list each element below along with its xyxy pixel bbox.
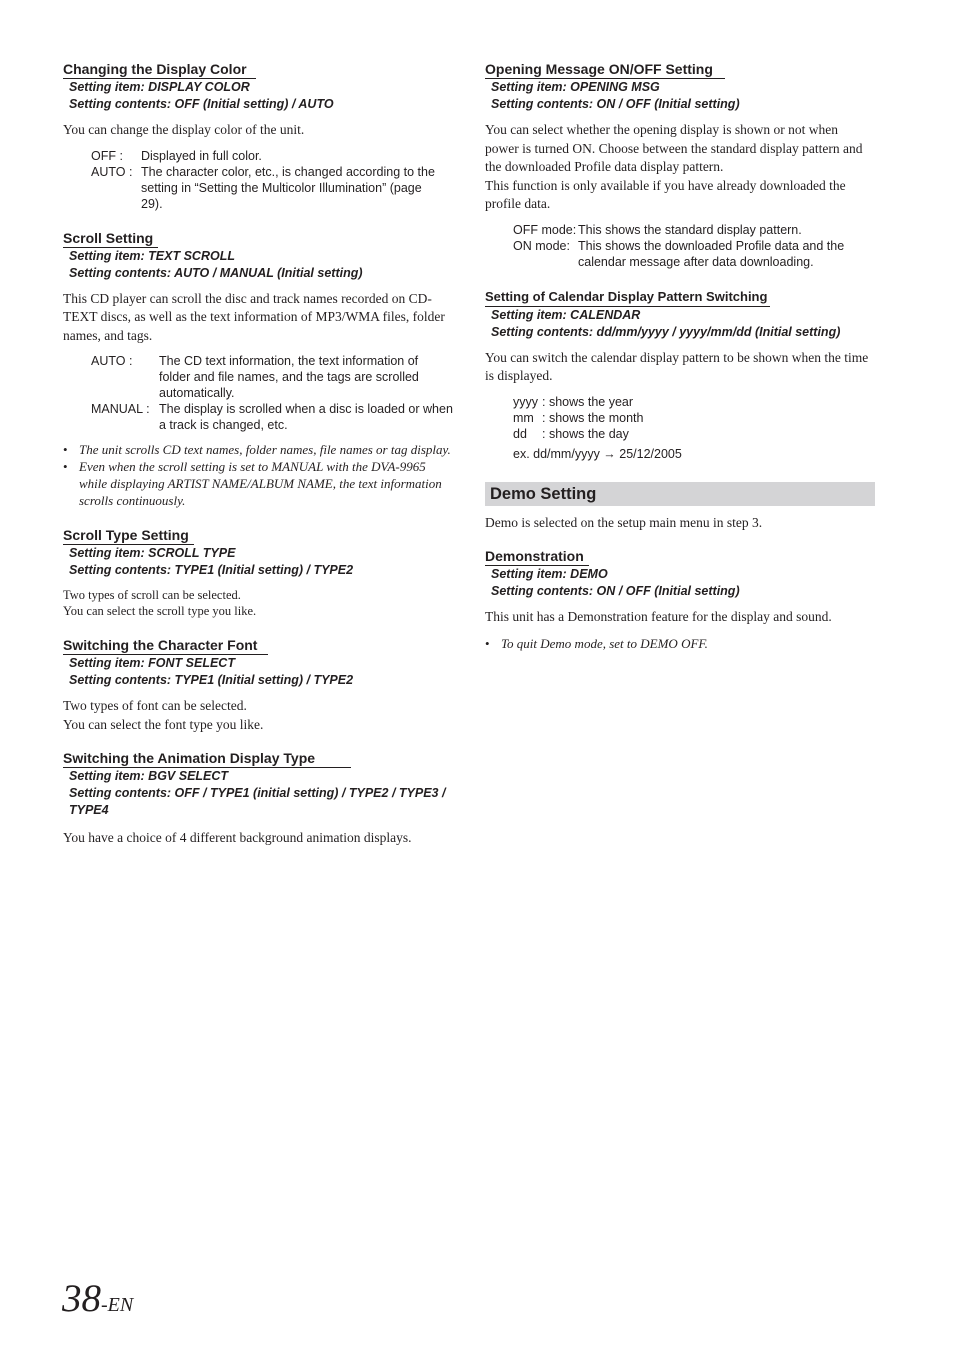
body-text: You can change the display color of the unit. (63, 122, 305, 137)
right-column (485, 61, 875, 652)
definition-row (513, 238, 875, 270)
body-text: Two types of scroll can be selected. (63, 588, 241, 602)
setting-contents: Setting contents: TYPE1 (Initial setting) / TYPE2 (69, 673, 354, 687)
definition-term: MANUAL : (91, 402, 150, 416)
body-text: You have a choice of 4 different background animation displays. (63, 830, 412, 845)
note-item: • To quit Demo mode, set to DEMO OFF. (485, 635, 875, 652)
setting-contents: Setting contents: ON / OFF (Initial setting) (491, 97, 740, 111)
demo-setting-heading: Demo Setting (485, 482, 875, 506)
note-item: • The unit scrolls CD text names, folder names, file names or tag display. (63, 441, 453, 458)
body-text: You can select whether the opening display is shown or not when power is turned ON. Choose between the standard display pattern and the downloaded Profile data display pattern. (485, 122, 863, 174)
setting-item: Setting item: DISPLAY COLOR (69, 80, 250, 94)
setting-contents: Setting contents: dd/mm/yyyy / yyyy/mm/dd (Initial setting) (491, 324, 841, 339)
page-number-value: 38 (62, 1277, 101, 1320)
definition-row (91, 401, 453, 433)
definition-desc: : shows the year (542, 394, 634, 409)
demo-intro-text: Demo is selected on the setup main menu in step 3. (485, 514, 763, 530)
section-title: Scroll Type Setting (63, 527, 194, 545)
section-title: Changing the Display Color (63, 61, 256, 79)
section-title: Scroll Setting (63, 230, 158, 248)
definition-desc: The CD text information, the text information of folder and file names, and the tags are scrolled automatically. (159, 354, 419, 400)
definition-row (513, 426, 875, 442)
section-demonstration (485, 548, 875, 652)
setting-contents: Setting contents: AUTO / MANUAL (Initial setting) (69, 265, 363, 280)
definition-row (91, 148, 453, 164)
section-display-color (63, 61, 453, 212)
definition-list (91, 148, 453, 212)
setting-item: Setting item: SCROLL TYPE (69, 546, 236, 560)
page-number-suffix: -EN (101, 1294, 134, 1316)
definition-row (91, 164, 453, 212)
definition-list (91, 353, 453, 433)
section-opening-message (485, 61, 875, 270)
notes-list (63, 441, 453, 509)
definition-desc: : shows the month (542, 410, 644, 425)
body-text: You can select the font type you like. (63, 716, 264, 732)
definition-term: yyyy (513, 394, 538, 409)
section-title: Switching the Animation Display Type (63, 750, 351, 768)
setting-item: Setting item: OPENING MSG (491, 80, 660, 94)
definition-term: AUTO : (91, 354, 133, 368)
page-number (62, 1277, 133, 1329)
definition-desc: Displayed in full color. (141, 148, 262, 163)
section-scroll (63, 230, 453, 510)
body-text: Two types of font can be selected. (63, 698, 247, 713)
body-text: This CD player can scroll the disc and track names recorded on CD-TEXT discs, as well as the text information of MP3/WMA files, folder names, and tags. (63, 290, 445, 343)
definition-term: AUTO : (91, 164, 133, 179)
definition-desc: This shows the standard display pattern. (578, 222, 802, 237)
note-item: • Even when the scroll setting is set to MANUAL with the DVA-9965 while displaying ARTIST NAME/ALBUM NAME, the text information scrolls continuously. (63, 458, 453, 509)
definition-list (513, 394, 875, 462)
calendar-example: ex. dd/mm/yyyy → 25/12/2005 (513, 446, 682, 461)
definition-term: dd (513, 426, 527, 441)
body-text: You can select the scroll type you like. (63, 604, 257, 618)
definition-row (513, 222, 875, 238)
definition-term: OFF mode: (513, 222, 577, 237)
definition-row (91, 353, 453, 401)
definition-desc: The display is scrolled when a disc is loaded or when a track is changed, etc. (159, 402, 453, 432)
definition-desc: The character color, etc., is changed according to the setting in “Setting the Multicolor Illumination” (page 29). (141, 164, 435, 211)
section-title: Setting of Calendar Display Pattern Switching (485, 289, 770, 307)
setting-contents: Setting contents: TYPE1 (Initial setting) / TYPE2 (69, 563, 354, 577)
definition-desc: : shows the day (542, 426, 629, 441)
setting-item: Setting item: TEXT SCROLL (69, 248, 235, 263)
definition-list (513, 222, 875, 270)
left-column (63, 61, 453, 848)
definition-row (513, 410, 875, 426)
definition-desc: This shows the downloaded Profile data and the calendar message after data downloading. (578, 238, 845, 269)
definition-term: OFF : (91, 148, 123, 163)
definition-term: ON mode: (513, 238, 570, 253)
definition-row (513, 394, 875, 410)
setting-item: Setting item: BGV SELECT (69, 769, 229, 783)
definition-term: mm (513, 410, 534, 425)
body-text: This unit has a Demonstration feature for the display and sound. (485, 609, 832, 624)
setting-item: Setting item: FONT SELECT (69, 656, 235, 670)
body-text: You can switch the calendar display pattern to be shown when the time is displayed. (485, 349, 869, 383)
section-title: Switching the Character Font (63, 637, 268, 655)
notes-list (485, 635, 875, 652)
section-calendar (485, 288, 875, 462)
section-animation (63, 750, 453, 848)
section-title: Opening Message ON/OFF Setting (485, 61, 725, 79)
section-character-font (63, 637, 453, 734)
body-text: This function is only available if you have already downloaded the profile data. (485, 177, 846, 211)
section-title: Demonstration (485, 548, 589, 566)
setting-item: Setting item: DEMO (491, 567, 608, 581)
setting-item: Setting item: CALENDAR (491, 307, 641, 322)
setting-contents: Setting contents: ON / OFF (Initial setting) (491, 584, 740, 598)
section-scroll-type (63, 527, 453, 619)
setting-contents: Setting contents: OFF (Initial setting) / AUTO (69, 97, 334, 111)
setting-contents: Setting contents: OFF / TYPE1 (initial setting) / TYPE2 / TYPE3 / TYPE4 (69, 786, 446, 817)
